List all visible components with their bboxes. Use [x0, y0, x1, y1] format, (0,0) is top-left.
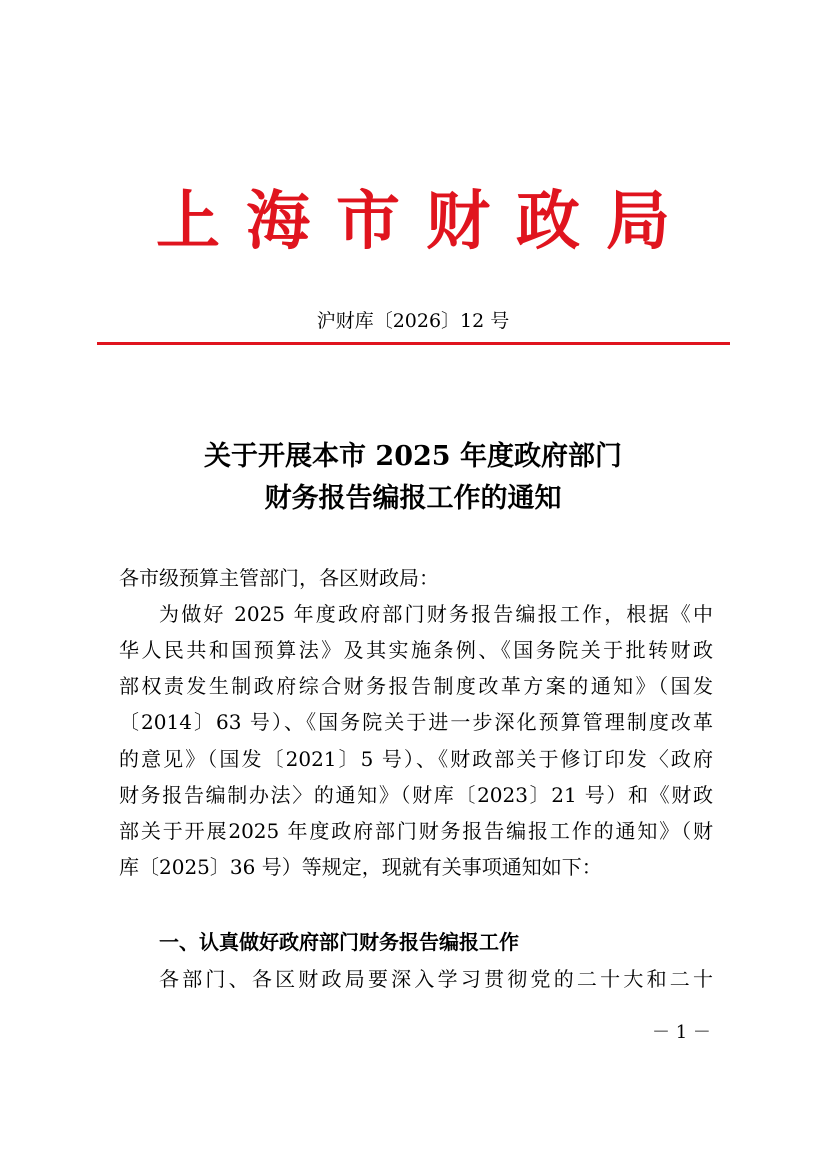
section-heading: 一、认真做好政府部门财务报告编报工作 — [159, 930, 519, 954]
paragraph-line: 各部门、各区财政局要深入学习贯彻党的二十大和二十 — [159, 967, 713, 991]
title-line-1: 关于开展本市 2025 年度政府部门 — [204, 441, 622, 472]
paragraph-line: 部关于开展2025 年度政府部门财务报告编报工作的通知》（财 — [119, 819, 713, 843]
paragraph-line: 华人民共和国预算法》及其实施条例、《国务院关于批转财政 — [119, 638, 713, 662]
paragraph-line: 财务报告编制办法〉的通知》（财库〔2023〕21 号）和《财政 — [119, 783, 713, 807]
paragraph-line: 的意见》（国发〔2021〕5 号）、《财政部关于修订印发〈政府 — [119, 747, 713, 771]
document-number: 沪财库〔2026〕12 号 — [316, 310, 510, 332]
paragraph-line: 〔2014〕63 号）、《国务院关于进一步深化预算管理制度改革 — [119, 710, 713, 734]
paragraph-line: 为做好 2025 年度政府部门财务报告编报工作，根据《中 — [159, 602, 713, 626]
salutation: 各市级预算主管部门，各区财政局： — [119, 566, 439, 590]
agency-title: 上海市财政局 — [156, 184, 696, 259]
red-divider-line — [97, 342, 730, 345]
page-number: － 1 － — [652, 1022, 711, 1043]
paragraph-line: 库〔2025〕36 号）等规定，现就有关事项通知如下： — [119, 855, 602, 879]
title-line-2: 财务报告编报工作的通知 — [264, 483, 562, 514]
paragraph-line: 部权责发生制政府综合财务报告制度改革方案的通知》（国发 — [119, 674, 713, 698]
document-title — [0, 436, 826, 520]
